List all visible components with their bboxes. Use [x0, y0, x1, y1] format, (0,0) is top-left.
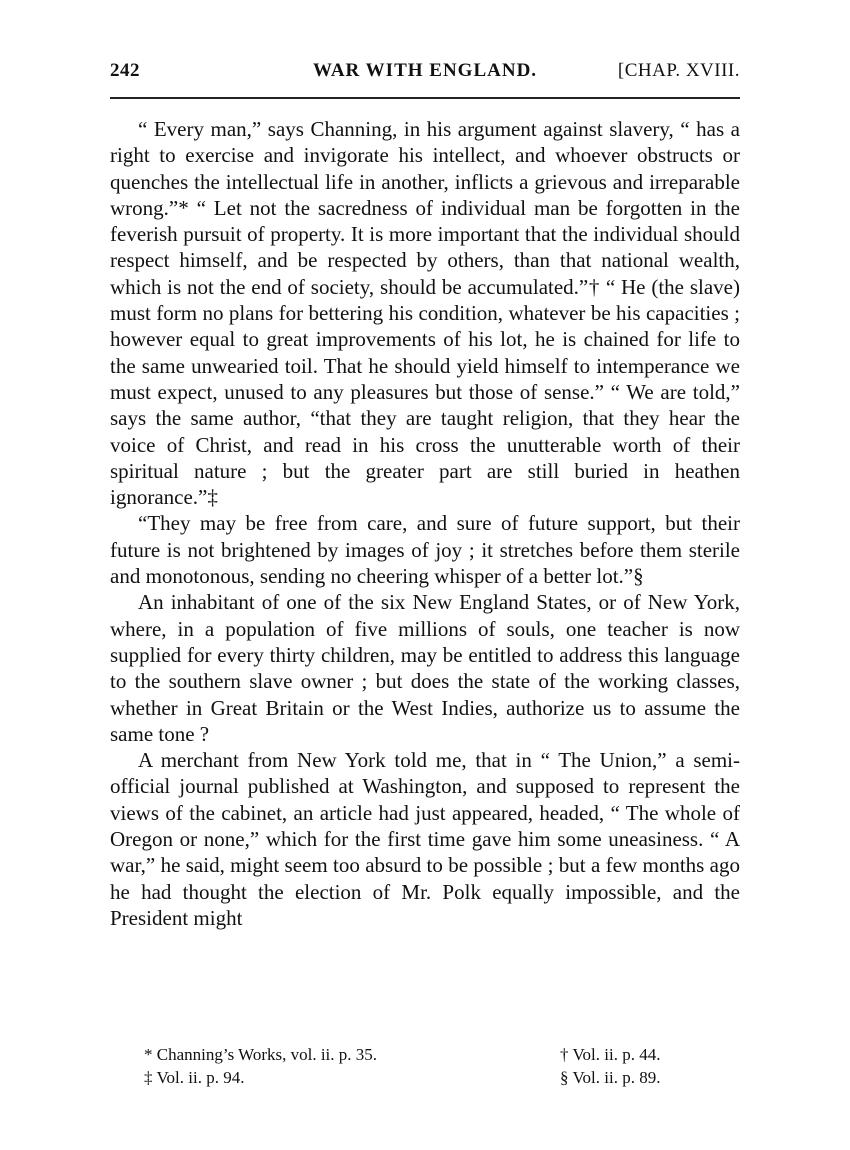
footnote-3: ‡ Vol. ii. p. 94.	[144, 1068, 245, 1087]
footnote-2: † Vol. ii. p. 44.	[560, 1045, 661, 1064]
page-number: 242	[110, 60, 140, 81]
chapter-label: [CHAP. XVIII.	[617, 60, 740, 81]
header-rule	[110, 97, 740, 99]
footnote-1: * Channing’s Works, vol. ii. p. 35.	[144, 1045, 378, 1064]
footnotes	[110, 1043, 740, 1089]
page-body	[110, 116, 740, 931]
paragraph-3: An inhabitant of one of the six New England States, or of New York, where, in a population of five millions of souls, one teacher is now supplied for every thirty children, may be entitled to address this language to the southern slave owner ; but does the state of the working classes, whether in Great Britain or the West Indies, authorize us to assume the same tone ?	[110, 590, 740, 746]
paragraph-2: “They may be free from care, and sure of future support, but their future is not brightened by images of joy ; it stretches before them sterile and monotonous, sending no cheering whisper of a better lot.”§	[110, 511, 740, 589]
footnote-4: § Vol. ii. p. 89.	[560, 1068, 661, 1087]
footnote-row	[110, 1066, 740, 1089]
paragraph-4: A merchant from New York told me, that in “ The Union,” a semi-official journal published at Washington, and supposed to represent the views of the cabinet, an article had just appeared, headed, “ The whole of Oregon or none,” which for the first time gave him some uneasiness. “ A war,” he said, might seem too absurd to be possible ; but a few months ago he had thought the election of Mr. Polk equally impossible, and the President might	[110, 748, 740, 930]
paragraph-1: “ Every man,” says Channing, in his argument against slavery, “ has a right to exercise and invigorate his intellect, and whoever obstructs or quenches the intellectual life in another, inflicts a grievous and irreparable wrong.”* “ Let not the sacredness of individual man be forgotten in the feverish pursuit of property. It is more important that the individual should respect himself, and be respected by others, than that national wealth, which is not the end of society, should be accumulated.”† “ He (the slave) must form no plans for bettering his condition, whatever be his capacities ; however equal to great improvements of his lot, he is chained for life to the same unwearied toil. That he should yield himself to intemperance we must expect, unused to any pleasures but those of sense.” “ We are told,” says the same author, “that they are taught religion, that they hear the voice of Christ, and read in his cross the unutterable worth of their spiritual nature ; but the greater part are still buried in heathen ignorance.”‡	[110, 117, 740, 510]
footnote-row	[110, 1043, 740, 1066]
running-header	[110, 60, 740, 90]
running-title: WAR WITH ENGLAND.	[312, 60, 538, 81]
